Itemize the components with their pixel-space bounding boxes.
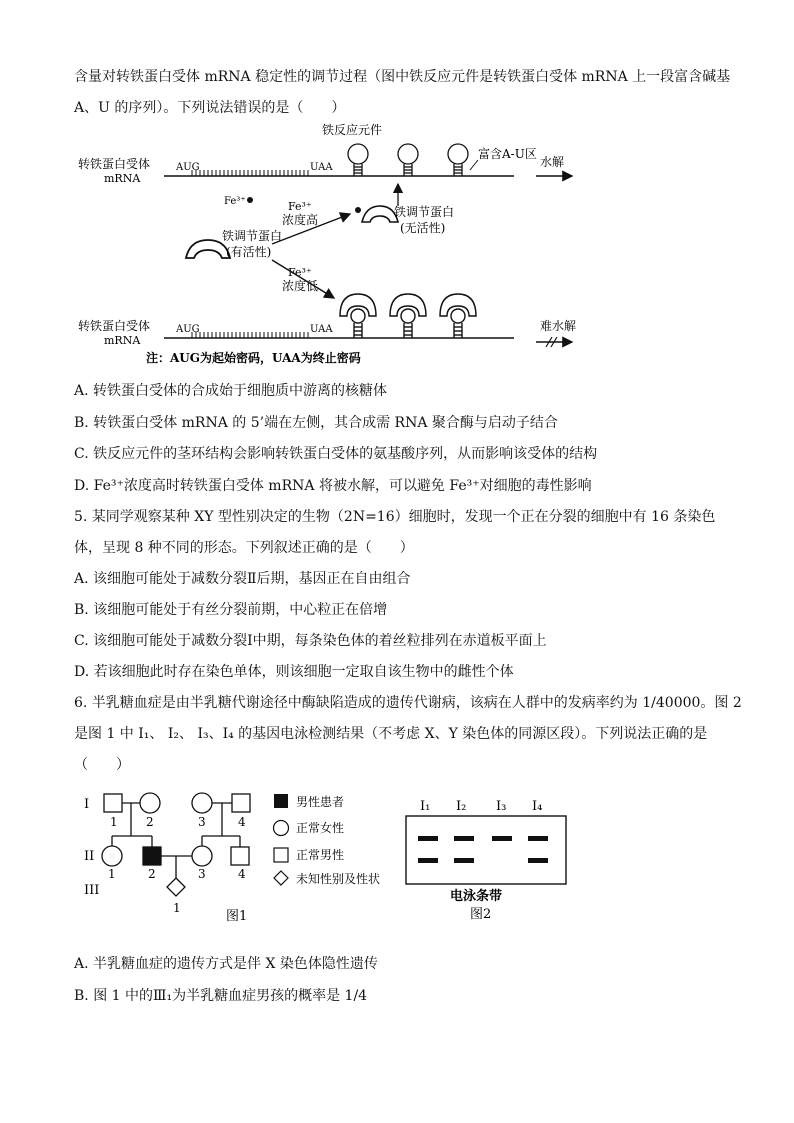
irp-active-label-2: (有活性) — [226, 245, 272, 259]
i2-number: 2 — [146, 815, 154, 829]
stem-loop-top-3 — [448, 144, 468, 176]
aug-top: AUG — [176, 162, 200, 173]
lane-label-i2: I₂ — [456, 799, 467, 814]
band-i2-upper — [454, 836, 474, 841]
band-i2-lower — [454, 858, 474, 863]
mrna-bottom-ticks — [192, 332, 308, 338]
ii3-normal-female — [192, 846, 212, 866]
ii1-number: 1 — [108, 867, 116, 881]
fe-low-label-1: Fe³⁺ — [288, 266, 312, 279]
ii2-affected-male — [143, 847, 161, 865]
hard-hydrolysis-label: 难水解 — [540, 319, 577, 333]
q5-option-b: B. 该细胞可能处于有丝分裂前期，中心粒正在倍增 — [74, 602, 388, 618]
band-i4-upper — [528, 836, 548, 841]
legend-unknown-symbol — [274, 871, 288, 885]
iii1-unknown — [167, 878, 185, 896]
fe-high-label-2: 浓度高 — [282, 213, 319, 227]
lane-label-i1: I₁ — [420, 799, 431, 814]
i3-number: 3 — [198, 815, 206, 829]
lane-label-i3: I₃ — [496, 799, 507, 814]
i4-number: 4 — [238, 815, 246, 829]
mrna-top-label-line1: 转铁蛋白受体 — [78, 157, 151, 171]
mrna-bottom-label-line2: mRNA — [104, 334, 141, 347]
gel-box — [406, 816, 566, 884]
gen-1-label: I — [84, 797, 90, 812]
i3-normal-female — [192, 793, 212, 813]
electrophoresis-figure — [404, 794, 574, 926]
irp-inactive-fe-dot — [355, 207, 361, 213]
band-i1-upper — [418, 836, 438, 841]
q6-stem-line-3: （ ） — [74, 757, 130, 773]
pedigree-figure — [80, 786, 400, 926]
question-intro-line-1: 含量对转铁蛋白受体 mRNA 稳定性的调节过程（图中铁反应元件是转铁蛋白受体 mRNA 上一段富含碱基 — [74, 69, 731, 85]
mrna-top-label-line2: mRNA — [104, 172, 141, 185]
fe-ion-dot — [247, 197, 253, 203]
q5-option-a: A. 该细胞可能处于减数分裂Ⅱ后期，基因正在自由组合 — [74, 571, 411, 587]
legend-normal-female-symbol — [274, 821, 289, 836]
legend-normal-male: 正常男性 — [296, 848, 345, 862]
fe-ion-label: Fe³⁺ — [224, 196, 246, 207]
legend-affected-male-symbol — [274, 794, 288, 808]
ii4-normal-male — [231, 847, 249, 865]
question-intro-line-2: A、U 的序列）。下列说法错误的是（ ） — [74, 100, 346, 116]
strip-label: 电泳条带 — [450, 889, 503, 904]
ii4-number: 4 — [238, 867, 246, 881]
legend-unknown: 未知性别及性状 — [296, 872, 381, 886]
ire-label: 铁反应元件 — [322, 123, 383, 137]
band-i3-upper — [492, 836, 512, 841]
gen-2-label: II — [84, 849, 95, 864]
i4-normal-male — [232, 794, 250, 812]
ii1-normal-female — [102, 846, 122, 866]
uaa-top: UAA — [310, 162, 333, 173]
q5-stem-line-1: 5. 某同学观察某种 XY 型性别决定的生物（2N=16）细胞时，发现一个正在分裂的细胞中有 16 条染色 — [74, 509, 716, 525]
au-rich-label: 富含A-U区 — [478, 147, 537, 161]
fe-low-label-2: 浓度低 — [282, 279, 319, 293]
q6-stem-line-2: 是图 1 中 Ⅰ₁、 Ⅰ₂、 Ⅰ₃、Ⅰ₄ 的基因电泳检测结果（不考虑 X、Y 染色体的同源区段）。下列说法正确的是 — [74, 726, 708, 742]
legend-normal-male-symbol — [274, 848, 288, 862]
gen-3-label: III — [84, 883, 100, 898]
band-i1-lower — [418, 858, 438, 863]
q4-option-a: A. 转铁蛋白受体的合成始于细胞质中游离的核糖体 — [74, 383, 388, 399]
legend-affected-male: 男性患者 — [296, 795, 345, 809]
q4-option-b: B. 转铁蛋白受体 mRNA 的 5’端在左侧，其合成需 RNA 聚合酶与启动子结合 — [74, 415, 558, 431]
bound-stem-loop-1 — [340, 294, 376, 338]
bound-stem-loop-3 — [440, 294, 476, 338]
uaa-bottom: UAA — [310, 324, 333, 335]
ii2-number: 2 — [148, 867, 156, 881]
hydrolysis-label: 水解 — [540, 155, 565, 169]
i2-normal-female — [140, 793, 160, 813]
mrna-regulation-figure — [74, 120, 594, 368]
q5-option-d: D. 若该细胞此时存在染色单体，则该细胞一定取自该生物中的雌性个体 — [74, 664, 514, 680]
q5-option-c: C. 该细胞可能处于减数分裂Ⅰ中期，每条染色体的着丝粒排列在赤道板平面上 — [74, 633, 547, 649]
irp-inactive-shape — [362, 206, 398, 222]
irp-inactive-label-1: 铁调节蛋白 — [394, 205, 455, 219]
mrna-bottom-label-line1: 转铁蛋白受体 — [78, 319, 151, 333]
aug-bottom: AUG — [176, 324, 200, 335]
figure-note: 注：AUG为起始密码，UAA为终止密码 — [146, 351, 361, 365]
q4-option-c: C. 铁反应元件的茎环结构会影响转铁蛋白受体的氨基酸序列，从而影响该受体的结构 — [74, 446, 598, 462]
q6-option-b: B. 图 1 中的Ⅲ₁为半乳糖血症男孩的概率是 1/4 — [74, 988, 368, 1004]
iii1-number: 1 — [173, 901, 181, 915]
q6-stem-line-1: 6. 半乳糖血症是由半乳糖代谢途径中酶缺陷造成的遗传代谢病，该病在人群中的发病率约为 1/40000。图 2 — [74, 695, 742, 711]
lane-label-i4: I₄ — [532, 799, 543, 814]
q5-stem-line-2: 体，呈现 8 种不同的形态。下列叙述正确的是（ ） — [74, 540, 414, 556]
stem-loop-top-2 — [398, 144, 418, 176]
irp-active-label-1: 铁调节蛋白 — [222, 229, 283, 243]
i1-number: 1 — [110, 815, 118, 829]
ii3-number: 3 — [198, 867, 206, 881]
bound-stem-loop-2 — [390, 294, 426, 338]
fe-high-label-1: Fe³⁺ — [288, 200, 312, 213]
q6-option-a: A. 半乳糖血症的遗传方式是伴 X 染色体隐性遗传 — [74, 956, 378, 972]
legend-normal-female: 正常女性 — [296, 821, 345, 835]
irp-inactive-label-2: (无活性) — [400, 221, 446, 235]
fig1-caption: 图1 — [226, 909, 248, 924]
band-i4-lower — [528, 858, 548, 863]
mrna-top-ticks — [192, 170, 308, 176]
stem-loop-top-1 — [348, 144, 368, 176]
i1-normal-male — [104, 794, 122, 812]
fig2-caption: 图2 — [470, 907, 492, 922]
q4-option-d: D. Fe³⁺浓度高时转铁蛋白受体 mRNA 将被水解，可以避免 Fe³⁺对细胞的毒性影响 — [74, 478, 592, 494]
